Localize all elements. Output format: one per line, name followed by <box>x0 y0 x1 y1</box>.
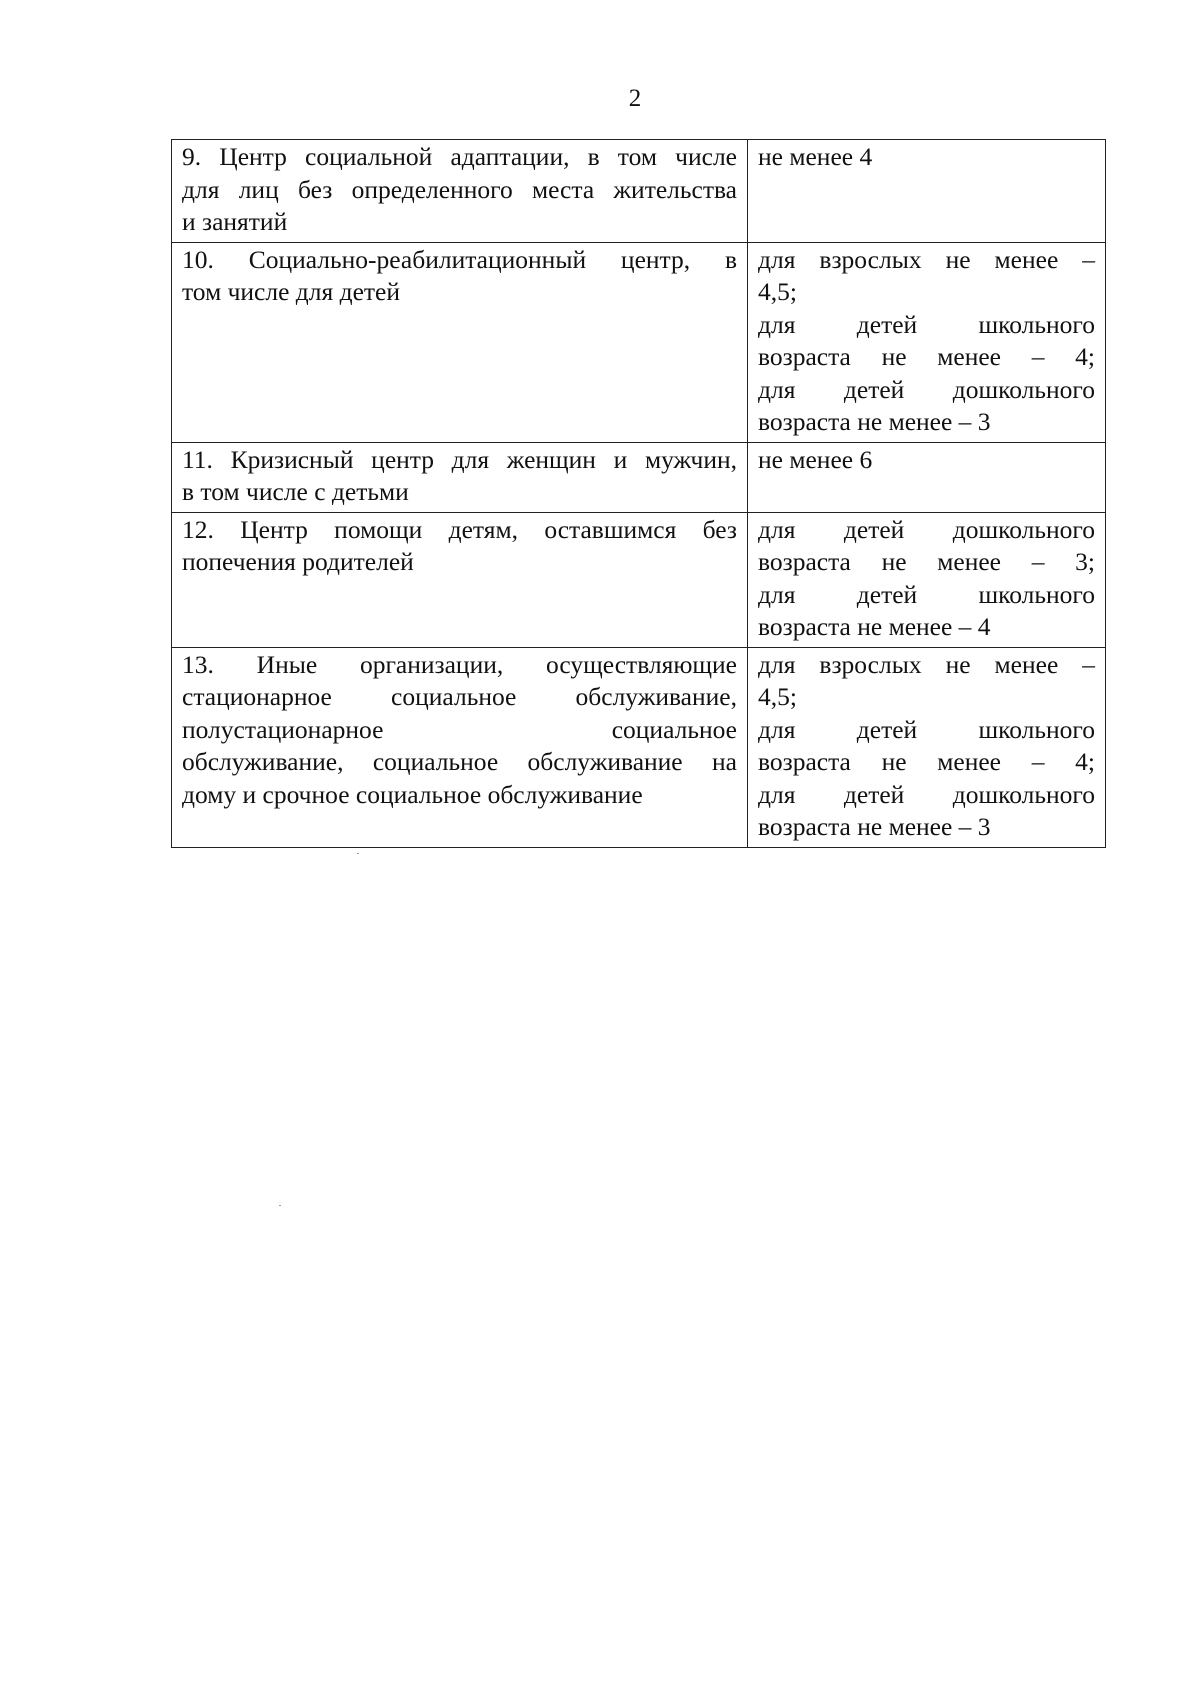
norm-text-line: для взрослых не менее – <box>758 649 1095 679</box>
norm-text-line: 4,5; <box>758 277 797 306</box>
norm-text-line: для детей школьного <box>758 579 1095 609</box>
organization-cell <box>172 512 748 647</box>
page-number: 2 <box>628 85 642 112</box>
table-row <box>172 442 1106 512</box>
scan-speck <box>357 853 359 854</box>
organization-text-line: том числе для детей <box>182 277 400 306</box>
norm-text-line: возраста не менее – 3 <box>758 812 991 841</box>
norms-table-body <box>172 140 1106 848</box>
table-row <box>172 512 1106 647</box>
organization-text-line: 12. Центр помощи детям, оставшимся без <box>182 514 737 544</box>
norms-table <box>171 139 1106 848</box>
norm-text-line: для детей дошкольного <box>758 779 1095 809</box>
norm-text-line: возраста не менее – 4; <box>758 747 1095 776</box>
norm-text-line: возраста не менее – 3; <box>758 547 1095 576</box>
norm-cell <box>748 442 1106 512</box>
norm-text-line: для взрослых не менее – <box>758 244 1095 274</box>
norm-text-line: не менее 4 <box>758 142 873 171</box>
organization-cell <box>172 242 748 442</box>
table-row <box>172 647 1106 847</box>
organization-cell <box>172 140 748 243</box>
norm-cell <box>748 647 1106 847</box>
norm-cell <box>748 140 1106 243</box>
organization-text-line: для лиц без определенного места жительства <box>182 174 737 204</box>
organization-text-line: полустационарное социальное <box>182 714 737 744</box>
organization-text-line: обслуживание, социальное обслуживание на <box>182 747 737 776</box>
organization-cell <box>172 647 748 847</box>
organization-text-line: дому и срочное социальное обслуживание <box>182 779 643 809</box>
norm-text-line: возраста не менее – 4 <box>758 612 991 641</box>
organization-text-line: 11. Кризисный центр для женщин и мужчин, <box>182 444 737 474</box>
norm-cell <box>748 512 1106 647</box>
organization-text-line: попечения родителей <box>182 547 414 576</box>
scan-speck <box>279 1205 281 1206</box>
table-row <box>172 140 1106 243</box>
norm-text-line: для детей школьного <box>758 309 1095 339</box>
norm-text-line: не менее 6 <box>758 444 873 474</box>
norm-text-line: для детей школьного <box>758 714 1095 744</box>
table-row <box>172 242 1106 442</box>
organization-text-line: и занятий <box>182 207 288 236</box>
organization-text-line: 10. Социально-реабилитационный центр, в <box>182 244 737 274</box>
norm-cell <box>748 242 1106 442</box>
norm-text-line: 4,5; <box>758 682 797 711</box>
norm-text-line: для детей дошкольного <box>758 514 1095 544</box>
norm-text-line: возраста не менее – 4; <box>758 342 1095 371</box>
norm-text-line: для детей дошкольного <box>758 374 1095 404</box>
norm-text-line: возраста не менее – 3 <box>758 407 991 436</box>
organization-cell <box>172 442 748 512</box>
organization-text-line: 9. Центр социальной адаптации, в том числе <box>182 142 737 171</box>
organization-text-line: стационарное социальное обслуживание, <box>182 682 737 711</box>
organization-text-line: 13. Иные организации, осуществляющие <box>182 649 737 679</box>
organization-text-line: в том числе с детьми <box>182 477 409 506</box>
